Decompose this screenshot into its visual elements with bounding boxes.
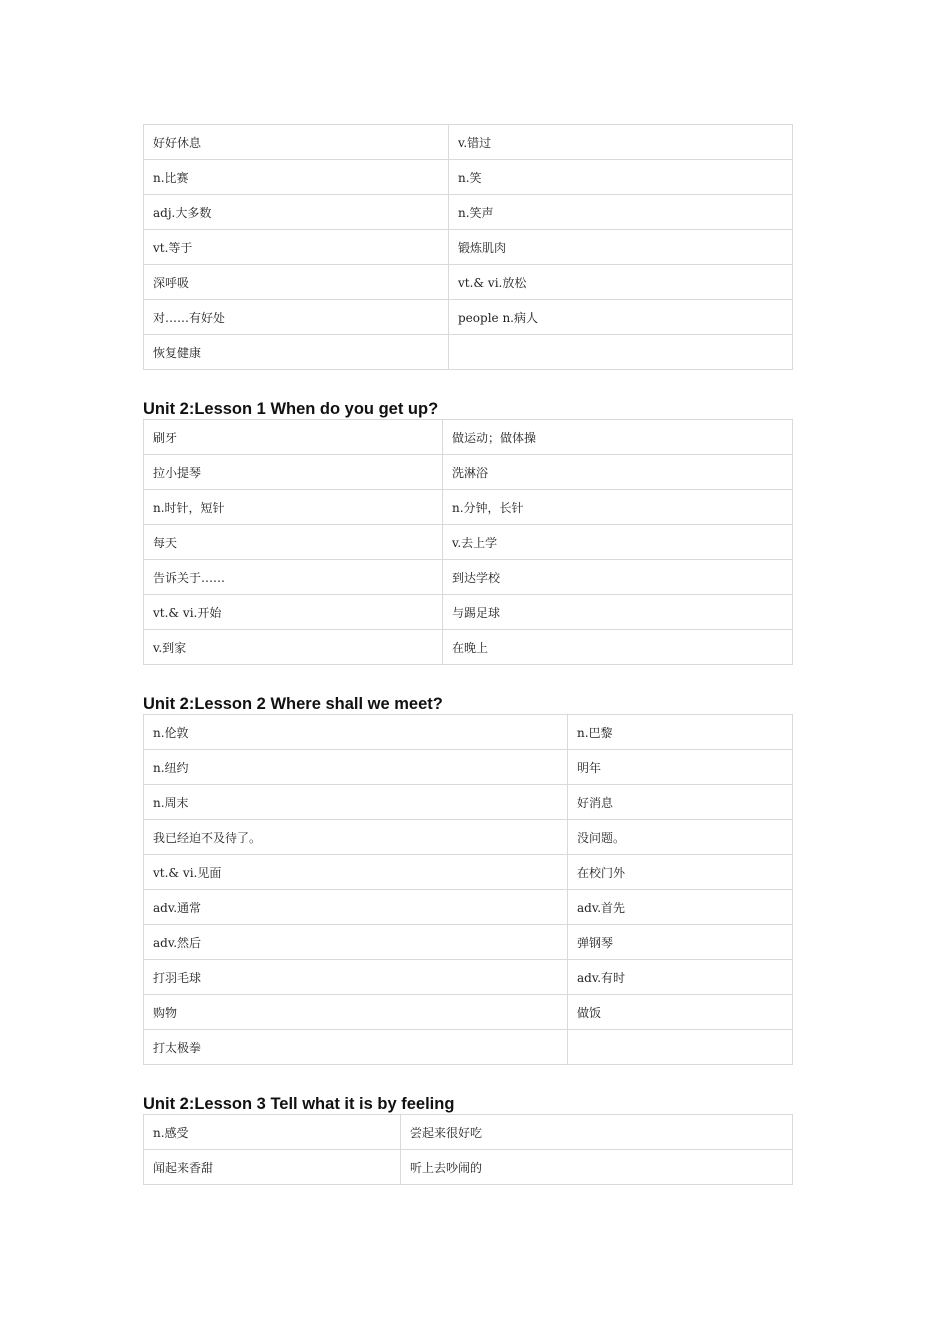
table-cell: n.伦敦 [144, 715, 568, 750]
table-cell: 洗淋浴 [443, 455, 793, 490]
table-cell: n.时针，短针 [144, 490, 443, 525]
table-row [144, 1150, 793, 1185]
table-cell: n.分钟，长针 [443, 490, 793, 525]
table-cell: 打太极拳 [144, 1030, 568, 1065]
table-row [144, 855, 793, 890]
table-cell: n.感受 [144, 1115, 401, 1150]
table-cell: vt.& vi.开始 [144, 595, 443, 630]
table-row [144, 560, 793, 595]
table-cell: 没问题。 [568, 820, 793, 855]
vocab-table-unit2-lesson3 [143, 1114, 793, 1185]
table-cell: 到达学校 [443, 560, 793, 595]
table-cell: 每天 [144, 525, 443, 560]
table-row [144, 595, 793, 630]
vocab-table-unit2-lesson2 [143, 714, 793, 1065]
table-row [144, 125, 793, 160]
table-cell: 恢复健康 [144, 335, 449, 370]
table-cell: 尝起来很好吃 [401, 1115, 793, 1150]
table-cell: 做饭 [568, 995, 793, 1030]
table-cell: 拉小提琴 [144, 455, 443, 490]
section-heading-unit2-lesson3: Unit 2:Lesson 3 Tell what it is by feeling [143, 1095, 455, 1113]
table-row [144, 490, 793, 525]
table-cell: 做运动；做体操 [443, 420, 793, 455]
table-cell: n.周末 [144, 785, 568, 820]
table-row [144, 890, 793, 925]
table-cell: 打羽毛球 [144, 960, 568, 995]
table-cell: 购物 [144, 995, 568, 1030]
table-cell: v.错过 [449, 125, 793, 160]
table-cell: 告诉关于…… [144, 560, 443, 595]
table-cell: 听上去吵闹的 [401, 1150, 793, 1185]
table-cell: people n.病人 [449, 300, 793, 335]
table-cell: 闻起来香甜 [144, 1150, 401, 1185]
table-cell: vt.& vi.放松 [449, 265, 793, 300]
table-cell: v.去上学 [443, 525, 793, 560]
table-row [144, 785, 793, 820]
table-row [144, 230, 793, 265]
table-row [144, 420, 793, 455]
section-heading-unit2-lesson1: Unit 2:Lesson 1 When do you get up? [143, 400, 439, 418]
table-cell: adv.通常 [144, 890, 568, 925]
table-row [144, 960, 793, 995]
table-cell: n.笑声 [449, 195, 793, 230]
table-cell [568, 1030, 793, 1065]
table-row [144, 265, 793, 300]
table-cell: n.巴黎 [568, 715, 793, 750]
table-cell: 好消息 [568, 785, 793, 820]
table-cell: 明年 [568, 750, 793, 785]
table-cell: n.笑 [449, 160, 793, 195]
table-row [144, 1115, 793, 1150]
table-cell: 弹钢琴 [568, 925, 793, 960]
table-cell: 与踢足球 [443, 595, 793, 630]
table-row [144, 335, 793, 370]
table-cell: 在晚上 [443, 630, 793, 665]
table-row [144, 925, 793, 960]
table-row [144, 160, 793, 195]
table-cell: v.到家 [144, 630, 443, 665]
table-row [144, 300, 793, 335]
table-cell: n.比赛 [144, 160, 449, 195]
table-row [144, 715, 793, 750]
table-cell: 我已经迫不及待了。 [144, 820, 568, 855]
table-cell: n.纽约 [144, 750, 568, 785]
vocab-table-unit2-lesson1 [143, 419, 793, 665]
table-cell: 深呼吸 [144, 265, 449, 300]
table-cell: 锻炼肌肉 [449, 230, 793, 265]
table-cell: 对……有好处 [144, 300, 449, 335]
table-row [144, 750, 793, 785]
table-row [144, 820, 793, 855]
table-row [144, 455, 793, 490]
vocab-table-continued [143, 124, 793, 370]
table-cell: 好好休息 [144, 125, 449, 160]
table-row [144, 1030, 793, 1065]
table-row [144, 525, 793, 560]
section-heading-unit2-lesson2: Unit 2:Lesson 2 Where shall we meet? [143, 695, 443, 713]
table-row [144, 630, 793, 665]
table-cell [449, 335, 793, 370]
table-cell: 在校门外 [568, 855, 793, 890]
table-cell: adj.大多数 [144, 195, 449, 230]
table-cell: 刷牙 [144, 420, 443, 455]
table-cell: vt.& vi.见面 [144, 855, 568, 890]
table-row [144, 995, 793, 1030]
document-page [143, 124, 792, 1185]
table-cell: adv.然后 [144, 925, 568, 960]
table-cell: adv.有时 [568, 960, 793, 995]
table-cell: adv.首先 [568, 890, 793, 925]
table-cell: vt.等于 [144, 230, 449, 265]
table-row [144, 195, 793, 230]
